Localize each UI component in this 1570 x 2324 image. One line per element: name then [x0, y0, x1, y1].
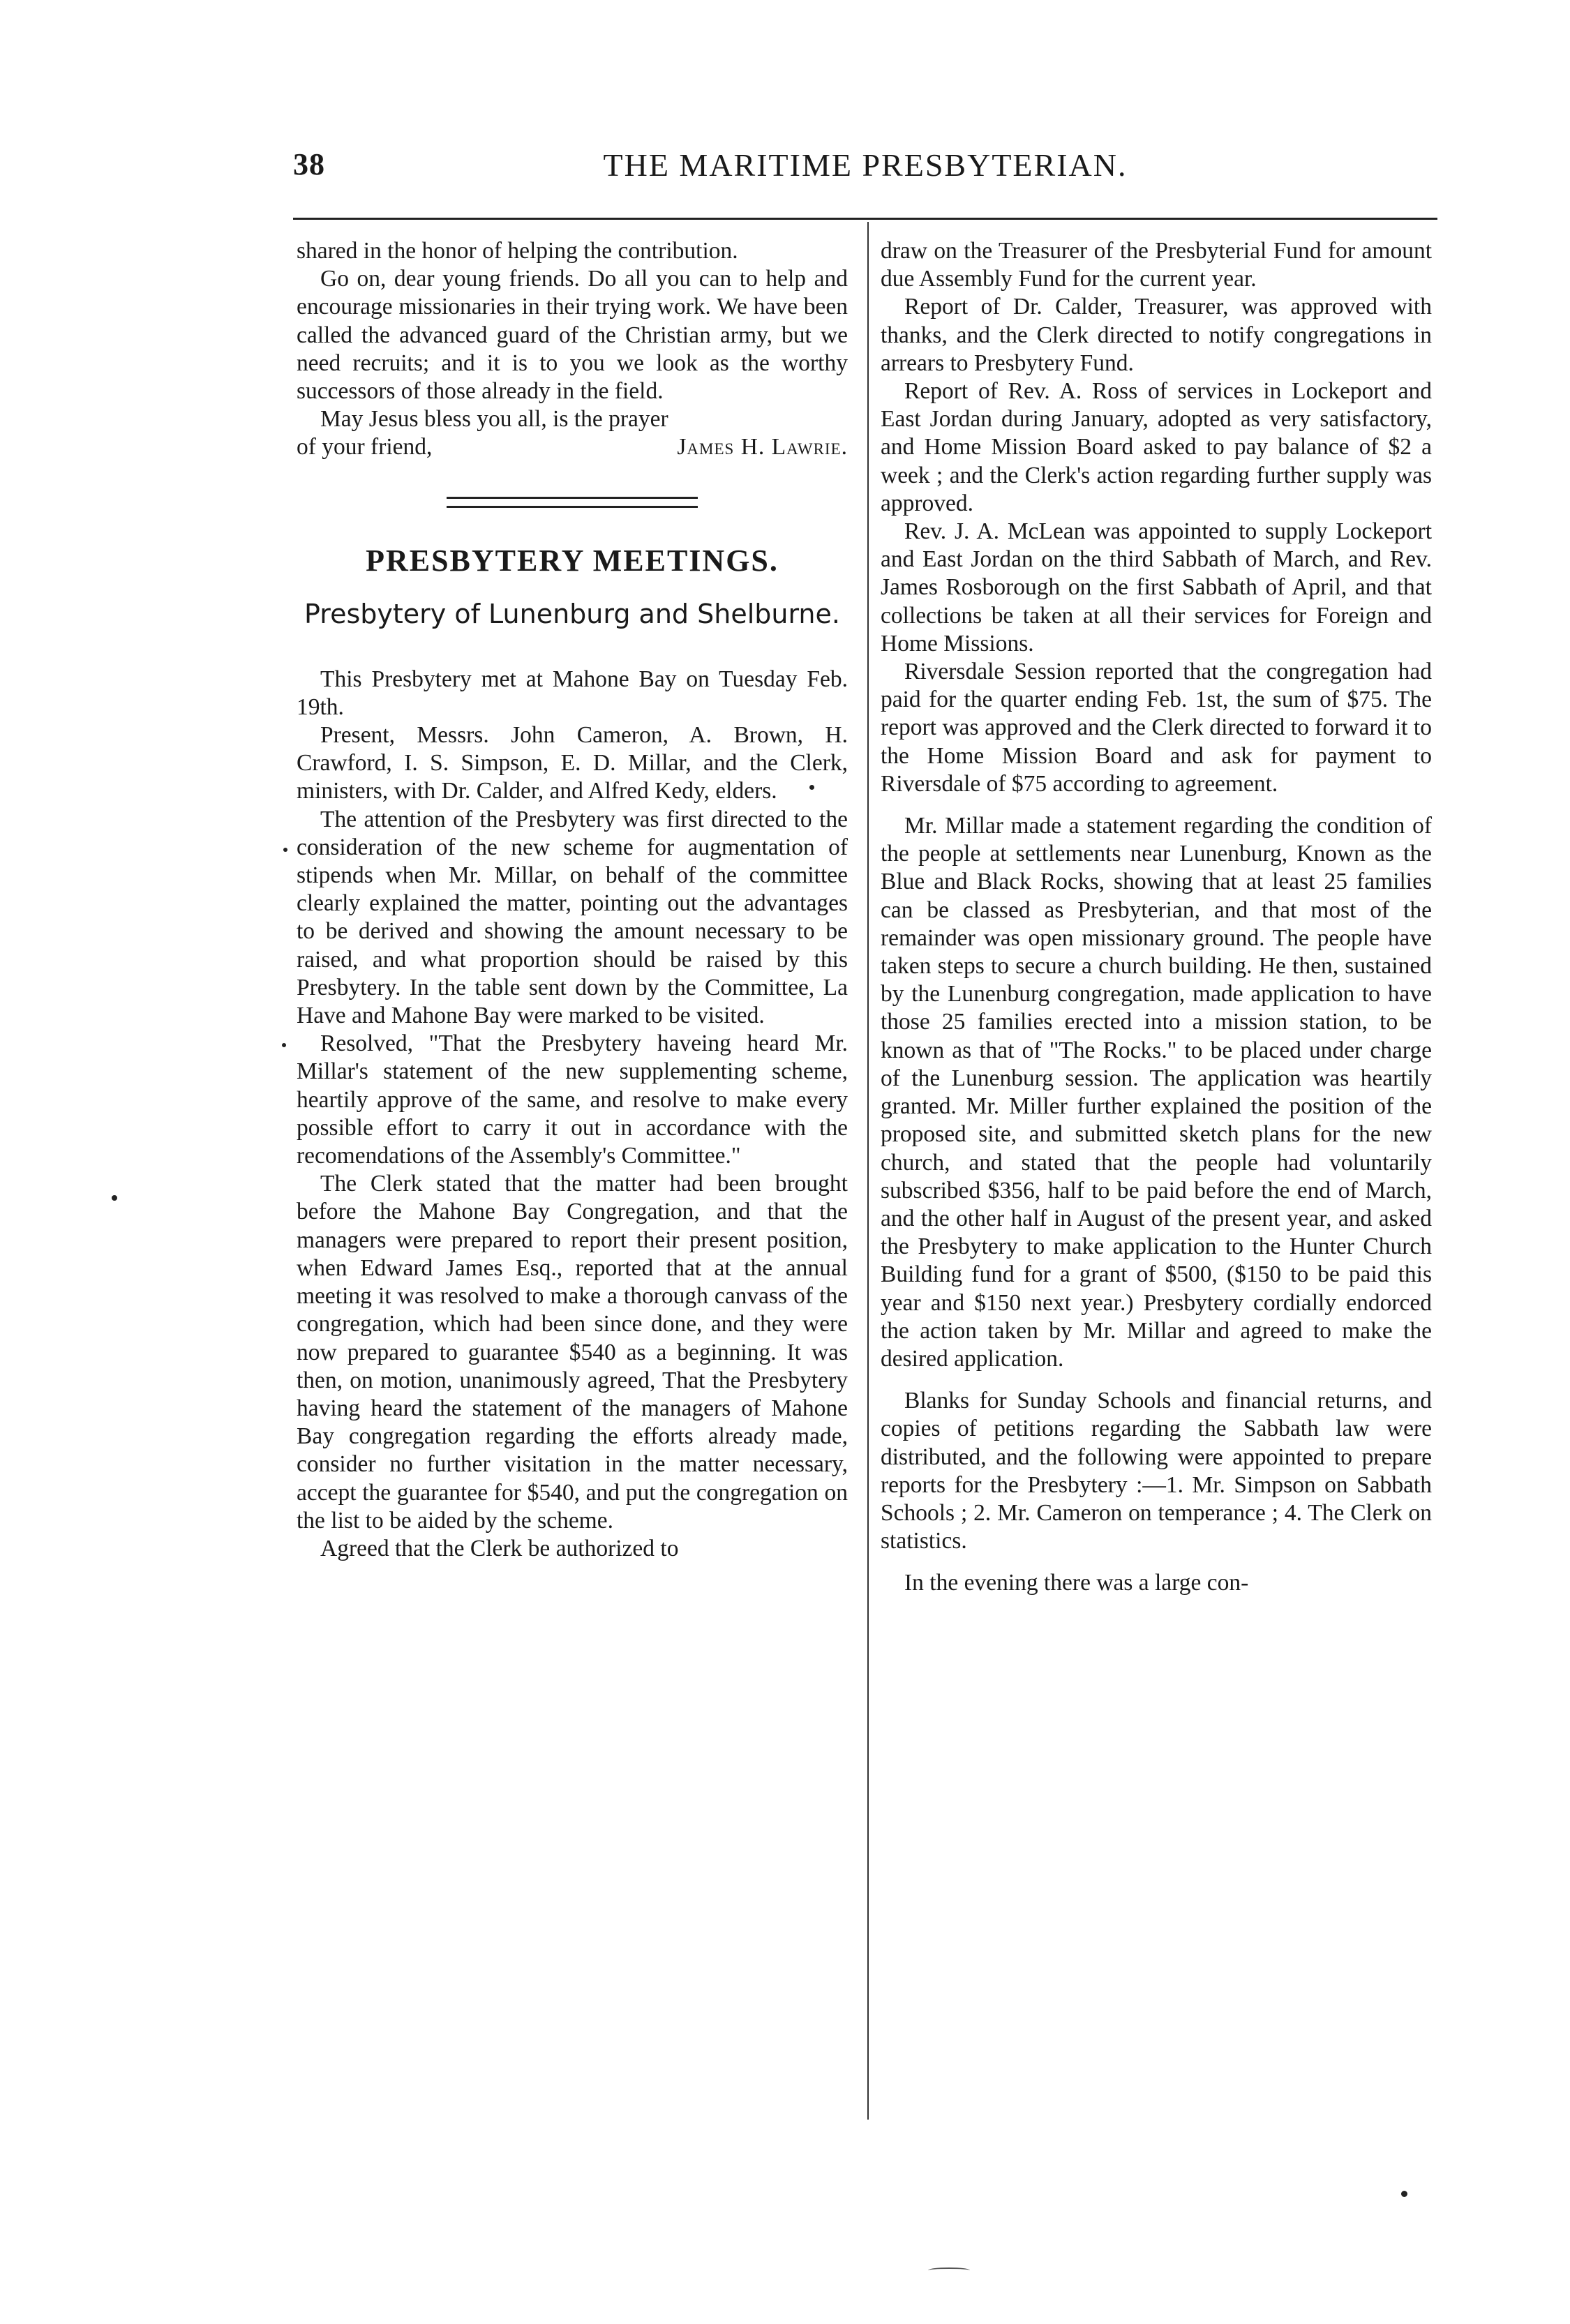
- paragraph: The Clerk stated that the matter had been brought before the Mahone Bay Congregation, and that the managers were prepared to report their present position, when Edward James Esq., reported that at the annual meeting it was resolved to make a thorough canvass of the congregation, which had been since done, and they were now prepared to guarantee $540 as a beginning. It was then, on motion, unanimously agreed, That the Presbytery having heard the statement of the managers of Mahone Bay congregation regarding the efforts already made, consider no further visitation in the matter necessary, accept the guarantee for $540, and put the congregation on the list to be aided by the scheme.: [297, 1171, 848, 1534]
- paragraph: Report of Rev. A. Ross of services in Lockeport and East Jordan during January, adopted as very satisfactory, and Home Mission Board asked to pay balance of $2 a week ; and the Clerk's action regarding further supply was approved.: [881, 378, 1432, 516]
- signature: James H. Lawrie.: [677, 434, 848, 460]
- signature-line: [297, 433, 848, 461]
- page-header: [293, 147, 1437, 195]
- paragraph: In the evening there was a large con-: [904, 1570, 1249, 1596]
- paragraph: shared in the honor of helping the contribution.: [297, 238, 738, 264]
- paragraph: Report of Dr. Calder, Treasurer, was approved with thanks, and the Clerk directed to notify congregations in arrears to Presbytery Fund.: [881, 294, 1432, 376]
- print-speck: [1401, 2191, 1407, 2197]
- paragraph: Present, Messrs. John Cameron, A. Brown, H. Crawford, I. S. Simpson, E. D. Millar, and the Clerk, ministers, with Dr. Calder, and Alfred Kedy, elders.: [297, 722, 848, 804]
- column-divider: [867, 222, 869, 2120]
- article-subheading: Presbytery of Lunenburg and Shelburne.: [304, 598, 840, 629]
- closing-prefix: of your friend,: [297, 434, 433, 460]
- scan-mark: [928, 2267, 970, 2273]
- print-speck: [112, 1195, 117, 1201]
- print-speck: [282, 1043, 286, 1047]
- paragraph: Riversdale Session reported that the congregation had paid for the quarter ending Feb. 1st, the sum of $75. The report was approved and the Clerk directed to forward it to the Home Mission Board and ask for payment to Riversdale of $75 according to agreement.: [881, 659, 1432, 797]
- paragraph: Rev. J. A. McLean was appointed to supply Lockeport and East Jordan on the third Sabbath of March, and Rev. James Rosborough on the first Sabbath of April, and that collections be taken at all their services for Foreign and Home Missions.: [881, 518, 1432, 657]
- paragraph: Agreed that the Clerk be authorized to: [320, 1535, 679, 1561]
- paragraph: Go on, dear young friends. Do all you can to help and encourage missionaries in their trying work. We have been called the advanced guard of the Christian army, but we need recruits; and it is to you we look as the worthy successors of those already in the field.: [297, 266, 848, 405]
- paragraph: Blanks for Sunday Schools and financial returns, and copies of petitions regarding the Sabbath law were distributed, and the following were appointed to prepare reports for the Presbytery :—1. Mr. Simpson on Sabbath Schools ; 2. Mr. Cameron on temperance ; 4. The Clerk on statistics.: [881, 1388, 1432, 1554]
- print-speck: [283, 848, 287, 852]
- paragraph: The attention of the Presbytery was first directed to the consideration of the new scheme for augmentation of stipends when Mr. Millar, on behalf of the committee clearly explained the matter, pointing out the advantages to be derived and showing the amount necessary to be raised, and what proportion should be raised by this Presbytery. In the table sent down by the Committee, La Have and Mahone Bay were marked to be visited.: [297, 806, 848, 1029]
- left-column: [297, 237, 848, 1563]
- section-separator: [447, 497, 698, 508]
- running-title: THE MARITIME PRESBYTERIAN.: [603, 147, 1128, 183]
- section-heading: PRESBYTERY MEETINGS.: [366, 543, 779, 578]
- paragraph: This Presbytery met at Mahone Bay on Tuesday Feb. 19th.: [297, 666, 848, 720]
- print-speck: [809, 785, 814, 790]
- paragraph: Resolved, "That the Presbytery haveing heard Mr. Millar's statement of the new supplementing scheme, heartily approve of the same, and resolve to make every possible effort to carry it out in accordance with the recomendations of the Assembly's Committee.": [297, 1030, 848, 1169]
- closing-line: May Jesus bless you all, is the prayer: [320, 406, 668, 433]
- right-column: [881, 237, 1432, 1598]
- paragraph: Mr. Millar made a statement regarding the condition of the people at settlements near Lunenburg, Known as the Blue and Black Rocks, showing that at least 25 families can be classed as Presbyterian, and that most of the remainder was open missionary ground. The people have taken steps to secure a church building. He then, sustained by the Lunenburg congregation, made application to have those 25 families erected into a mission station, to be known as that of "The Rocks." to be placed under charge of the Lunenburg session. The application was heartily granted. Mr. Miller further explained the position of the proposed site, and submitted sketch plans for the new church, and stated that the people had voluntarily subscribed $356, half to be paid before the end of March, and the other half in August of the present year, and asked the Presbytery to make application to the Hunter Church Building fund for a grant of $500, ($150 to be paid this year and $150 next year.) Presbytery cordially endorced the action taken by Mr. Millar and agreed to make the desired application.: [881, 813, 1432, 1372]
- paragraph: draw on the Treasurer of the Presbyterial Fund for amount due Assembly Fund for the current year.: [881, 238, 1432, 292]
- page-number: 38: [293, 147, 325, 181]
- header-rule: [293, 218, 1437, 220]
